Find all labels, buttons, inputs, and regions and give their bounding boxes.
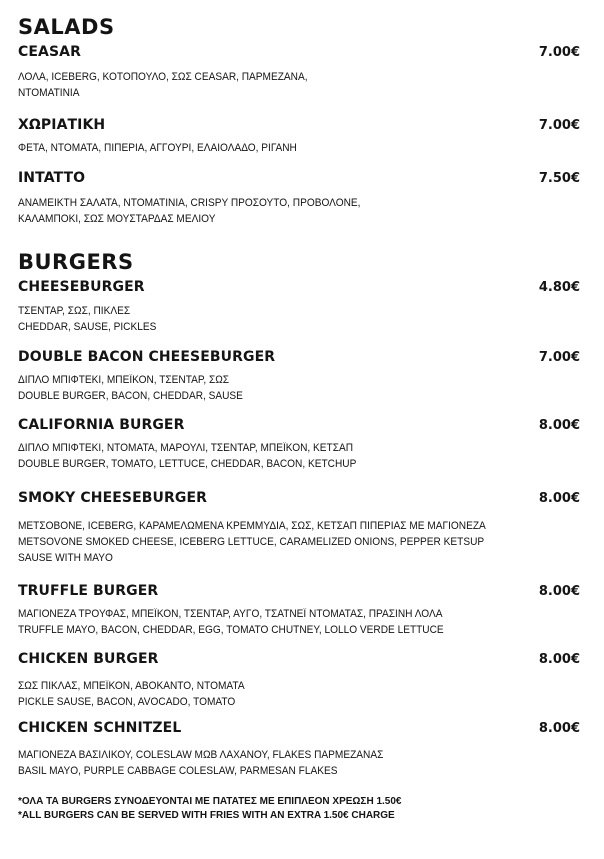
description-line: TRUFFLE MAYO, BACON, CHEDDAR, EGG, TOMATO CHUTNEY, LOLLO VERDE LETTUCE — [18, 624, 444, 636]
item-description-ceasar — [18, 69, 533, 101]
item-name-cheeseburger: CHEESEBURGER — [18, 279, 145, 295]
description-line: ΜΑΓΙΟΝΕΖΑ ΤΡΟΥΦΑΣ, ΜΠΕΪΚΟΝ, ΤΣΕΝΤΑΡ, ΑΥΓΟ, ΤΣΑΤΝΕΪ ΝΤΟΜΑΤΑΣ, ΠΡΑΣΙΝΗ ΛΟΛΑ — [18, 608, 443, 620]
description-line: BASIL MAYO, PURPLE CABBAGE COLESLAW, PARMESAN FLAKES — [18, 765, 338, 777]
burgers-heading: BURGERS — [18, 250, 134, 274]
description-line: ΑΝΑΜΕΙΚΤΗ ΣΑΛΑΤΑ, ΝΤΟΜΑΤΙΝΙΑ, CRISPY ΠΡΟΣΟΥΤΟ, ΠΡΟΒΟΛΟΝΕ, — [18, 197, 361, 209]
description-line: ΛΟΛΑ, ICEBERG, ΚΟΤΟΠΟΥΛΟ, ΣΩΣ CEASAR, ΠΑΡΜΕΖΑΝΑ, — [18, 71, 308, 83]
item-name-chicken-schnitzel: CHICKEN SCHNITZEL — [18, 720, 182, 736]
description-line: ΣΩΣ ΠΙΚΛΑΣ, ΜΠΕΪΚΟΝ, ΑΒΟΚΑΝΤΟ, ΝΤΟΜΑΤΑ — [18, 680, 245, 692]
item-description-smoky-cheeseburger — [18, 518, 533, 566]
description-line: ΤΣΕΝΤΑΡ, ΣΩΣ, ΠΙΚΛΕΣ — [18, 305, 131, 317]
item-price-intatto: 7.50€ — [538, 171, 580, 186]
description-line: DOUBLE BURGER, TOMATO, LETTUCE, CHEDDAR, BACON, KETCHUP — [18, 458, 357, 470]
item-price-chicken-schnitzel: 8.00€ — [538, 721, 580, 736]
item-price-double-bacon-cheeseburger: 7.00€ — [538, 350, 580, 365]
item-description-intatto — [18, 195, 533, 227]
description-line: ΚΑΛΑΜΠΟΚΙ, ΣΩΣ ΜΟΥΣΤΑΡΔΑΣ ΜΕΛΙΟΥ — [18, 213, 216, 225]
item-name-intatto: INTATTO — [18, 170, 86, 186]
item-name-smoky-cheeseburger: SMOKY CHEESEBURGER — [18, 490, 207, 506]
description-line: ΜΕΤΣΟΒΟΝΕ, ICEBERG, ΚΑΡΑΜΕΛΩΜΕΝΑ ΚΡΕΜΜΥΔΙΑ, ΣΩΣ, ΚΕΤΣΑΠ ΠΙΠΕΡΙΑΣ ΜΕ ΜΑΓΙΟΝΕΖΑ — [18, 520, 486, 532]
item-price-chicken-burger: 8.00€ — [538, 652, 580, 667]
item-description-chicken-schnitzel — [18, 747, 533, 779]
item-price-truffle-burger: 8.00€ — [538, 584, 580, 599]
item-description-choriatiki — [18, 140, 533, 156]
description-line: ΦΕΤΑ, ΝΤΟΜΑΤΑ, ΠΙΠΕΡΙΑ, ΑΓΓΟΥΡΙ, ΕΛΑΙΟΛΑΔΟ, ΡΙΓΑΝΗ — [18, 142, 297, 154]
description-line: ΔΙΠΛΟ ΜΠΙΦΤΕΚΙ, ΜΠΕΪΚΟΝ, ΤΣΕΝΤΑΡ, ΣΩΣ — [18, 374, 230, 386]
item-price-choriatiki: 7.00€ — [538, 118, 580, 133]
description-line: SAUSE WITH MAYO — [18, 552, 113, 564]
footnote-greek: *ΟΛΑ ΤΑ BURGERS ΣΥΝΟΔΕΥΟΝΤΑΙ ΜΕ ΠΑΤΑΤΕΣ ΜΕ ΕΠΙΠΛΕΟΝ ΧΡΕΩΣΗ 1.50€ — [18, 796, 402, 807]
item-description-chicken-burger — [18, 678, 533, 710]
item-price-smoky-cheeseburger: 8.00€ — [538, 491, 580, 506]
item-price-california-burger: 8.00€ — [538, 418, 580, 433]
item-name-double-bacon-cheeseburger: DOUBLE BACON CHEESEBURGER — [18, 349, 276, 365]
item-name-ceasar: CEASAR — [18, 44, 81, 60]
description-line: ΔΙΠΛΟ ΜΠΙΦΤΕΚΙ, ΝΤΟΜΑΤΑ, ΜΑΡΟΥΛΙ, ΤΣΕΝΤΑΡ, ΜΠΕΪΚΟΝ, ΚΕΤΣΑΠ — [18, 442, 354, 454]
item-name-california-burger: CALIFORNIA BURGER — [18, 417, 185, 433]
item-price-ceasar: 7.00€ — [538, 45, 580, 60]
description-line: CHEDDAR, SAUSE, PICKLES — [18, 321, 157, 333]
description-line: PICKLE SAUSE, BACON, AVOCADO, TOMATO — [18, 696, 236, 708]
description-line: METSOVONE SMOKED CHEESE, ICEBERG LETTUCE, CARAMELIZED ONIONS, PEPPER KETSUP — [18, 536, 485, 548]
item-name-truffle-burger: TRUFFLE BURGER — [18, 583, 159, 599]
footnote-english: *ALL BURGERS CAN BE SERVED WITH FRIES WITH AN EXTRA 1.50€ CHARGE — [18, 810, 395, 821]
item-description-double-bacon-cheeseburger — [18, 372, 533, 404]
item-description-truffle-burger — [18, 606, 533, 638]
salads-heading: SALADS — [18, 15, 115, 39]
item-name-chicken-burger: CHICKEN BURGER — [18, 651, 159, 667]
description-line: DOUBLE BURGER, BACON, CHEDDAR, SAUSE — [18, 390, 243, 402]
item-description-cheeseburger — [18, 303, 533, 335]
item-description-california-burger — [18, 440, 533, 472]
description-line: ΝΤΟΜΑΤΙΝΙΑ — [18, 87, 80, 99]
description-line: ΜΑΓΙΟΝΕΖΑ ΒΑΣΙΛΙΚΟΥ, COLESLAW ΜΩΒ ΛΑΧΑΝΟΥ, FLAKES ΠΑΡΜΕΖΑΝΑΣ — [18, 749, 384, 761]
item-name-choriatiki: ΧΩΡΙΑΤΙΚΗ — [18, 117, 106, 133]
item-price-cheeseburger: 4.80€ — [538, 280, 580, 295]
